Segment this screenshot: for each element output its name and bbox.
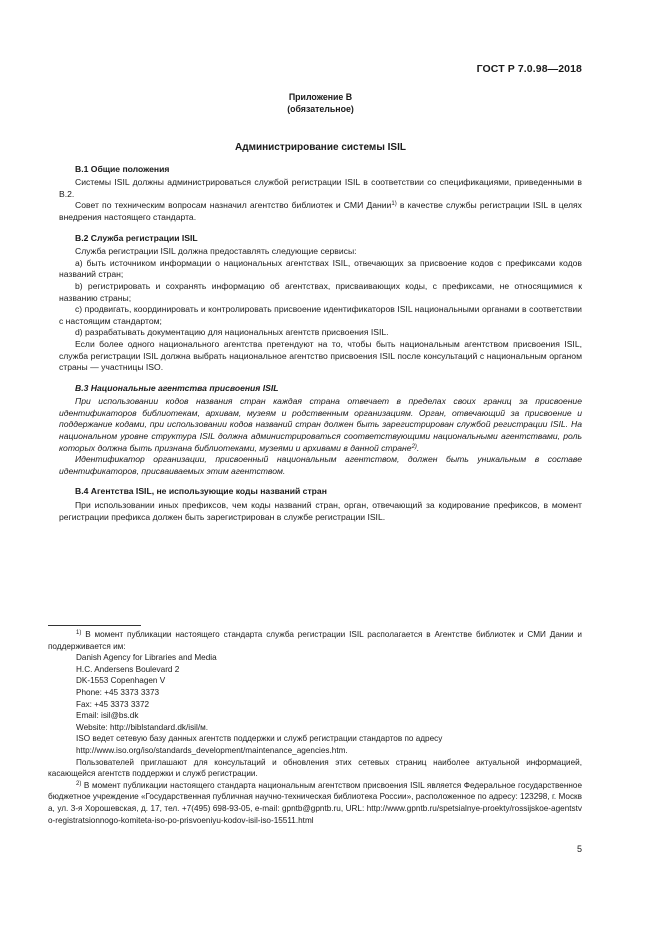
section-b4-title: В.4 Агентства ISIL, не использующие коды названий стран bbox=[75, 486, 327, 497]
main-content bbox=[59, 92, 582, 523]
section-b2-intro: Служба регистрации ISIL должна предоставлять следующие сервисы: bbox=[75, 246, 357, 257]
section-b3-paragraph-1 bbox=[59, 396, 582, 454]
section-b3-paragraph-2: Идентификатор организации, присвоенный национальным агентством, должен быть уникальным в составе идентификаторов, присваиваемых этим агентством. bbox=[59, 454, 582, 476]
b1-p2-text-b: в качестве службы регистрации ISIL в целях внедрения настоящего стандарта. bbox=[59, 200, 582, 222]
standard-code: ГОСТ Р 7.0.98—2018 bbox=[476, 63, 582, 75]
iso-database-text: ISO ведет сетевую базу данных агентств поддержки и служб регистрации стандартов по адресу bbox=[76, 734, 443, 744]
footnotes bbox=[48, 629, 582, 826]
section-b2-paragraph-last: Если более одного национального агентства претендуют на то, чтобы быть национальным агентством присвоения ISIL, служба регистрации ISIL должна выбрать национальное агентство присвоения ISIL после консультаций с национальным органом страны — участницы ISO. bbox=[59, 338, 582, 373]
footnote-2-text: В момент публикации настоящего стандарта национальным агентством присвоения ISIL является Федеральное государственное бюджетное учреждение «Государственная публичная научно-техническая библиотека России», расположенное по адресу: 123298, г. Москва, ул. 3-я Хорошевская, д. 17, тел. +7(495) 698-93-05, e-mail: gpntb@gpntb.ru, URL: http://www.gpntb.ru/spetsialnye-proekty/rossijskoe-agentstvo-registratsionnogo-komiteta-iso-po-prisvoeniyu-kodov-isil-iso-15511.html bbox=[48, 780, 582, 825]
footnote-1-mark: 1) bbox=[76, 630, 82, 636]
b1-p2-text-a: Совет по техническим вопросам назначил агентство библиотек и СМИ Дании bbox=[75, 200, 392, 211]
section-b2-title: В.2 Служба регистрации ISIL bbox=[75, 232, 198, 243]
footnote-1-text: В момент публикации настоящего стандарта служба регистрации ISIL располагается в Агентстве библиотек и СМИ Дании и поддерживается им: bbox=[48, 630, 582, 651]
section-b1-title: В.1 Общие положения bbox=[75, 163, 170, 174]
b3-p1-text-b: . bbox=[416, 442, 420, 453]
footnote-ref-1: 1) bbox=[391, 201, 397, 208]
footnote-ref-2: 2) bbox=[411, 443, 417, 450]
section-b2-item-b: b) регистрировать и сохранять информацию об агентствах, присваивающих коды, с префиксами, не относящимися к названию страны; bbox=[59, 280, 582, 303]
section-b2-item-c: c) продвигать, координировать и контролировать присвоение идентификаторов ISIL национальными органами в соответствии с настоящим стандартом; bbox=[59, 304, 582, 326]
invite-paragraph: Пользователей приглашают для консультаций и обновления этих сетевых страниц наиболее актуальной информацией, касающейся агентств поддержки и служб регистрации. bbox=[48, 757, 582, 779]
section-b3-title: В.3 Национальные агентства присвоения ISIL bbox=[75, 382, 279, 393]
address-line: Email: isil@bs.dk bbox=[76, 711, 139, 721]
section-b1-paragraph-1: Системы ISIL должны администрироваться службой регистрации ISIL в соответствии со спецификациями, приведенными в В.2. bbox=[59, 177, 582, 199]
address-line: Fax: +45 3373 3372 bbox=[76, 699, 150, 709]
address-line: Danish Agency for Libraries and Media bbox=[76, 653, 217, 663]
address-line: Website: http://biblstandard.dk/isil/м. bbox=[76, 722, 208, 732]
annex-status: (обязательное) bbox=[287, 103, 354, 114]
annex-heading: Администрирование системы ISIL bbox=[235, 142, 406, 153]
section-b2-item-a: a) быть источником информации о национальных агентствах ISIL, отвечающих за присвоение кодов с префиксами кодов названий стран; bbox=[59, 257, 582, 280]
section-b1-paragraph-2 bbox=[59, 200, 582, 223]
b3-p1-text-a: При использовании кодов названия стран каждая страна отвечает в пределах своих границ за присвоение идентификаторов библиотекам, архивам, музеям и родственным организациям. Орган, отвечающий за присвоение и поддержание кодами, при использовании кодов названий стран должен быть зарегистрирован службой регистрации ISIL. На национальном уровне структура ISIL должна администрироваться соответствующими национальными агентствами, роль которых должна быть признана библиотеками, музеями и архивами в данной стране bbox=[59, 396, 582, 453]
footnote-2 bbox=[48, 780, 582, 826]
page-number: 5 bbox=[576, 844, 582, 854]
address-line: H.C. Andersens Boulevard 2 bbox=[76, 664, 180, 674]
iso-database-url: http://www.iso.org/iso/standards_development/maintenance_agencies.htm. bbox=[76, 745, 348, 755]
annex-title: Приложение В bbox=[288, 92, 353, 102]
address-line: DK-1553 Copenhagen V bbox=[76, 676, 166, 686]
footnote-separator bbox=[48, 625, 141, 626]
footnote-1 bbox=[48, 629, 582, 652]
section-b4-paragraph-1: При использовании иных префиксов, чем коды названий стран, орган, отвечающий за кодирование префиксов, в момент регистрации префикса должен быть зарегистрирован в службе регистрации ISIL. bbox=[59, 500, 582, 522]
section-b2-item-d: d) разрабатывать документацию для национальных агентств присвоения ISIL. bbox=[75, 327, 389, 338]
address-line: Phone: +45 3373 3373 bbox=[76, 687, 160, 697]
footnote-2-mark: 2) bbox=[76, 780, 82, 787]
